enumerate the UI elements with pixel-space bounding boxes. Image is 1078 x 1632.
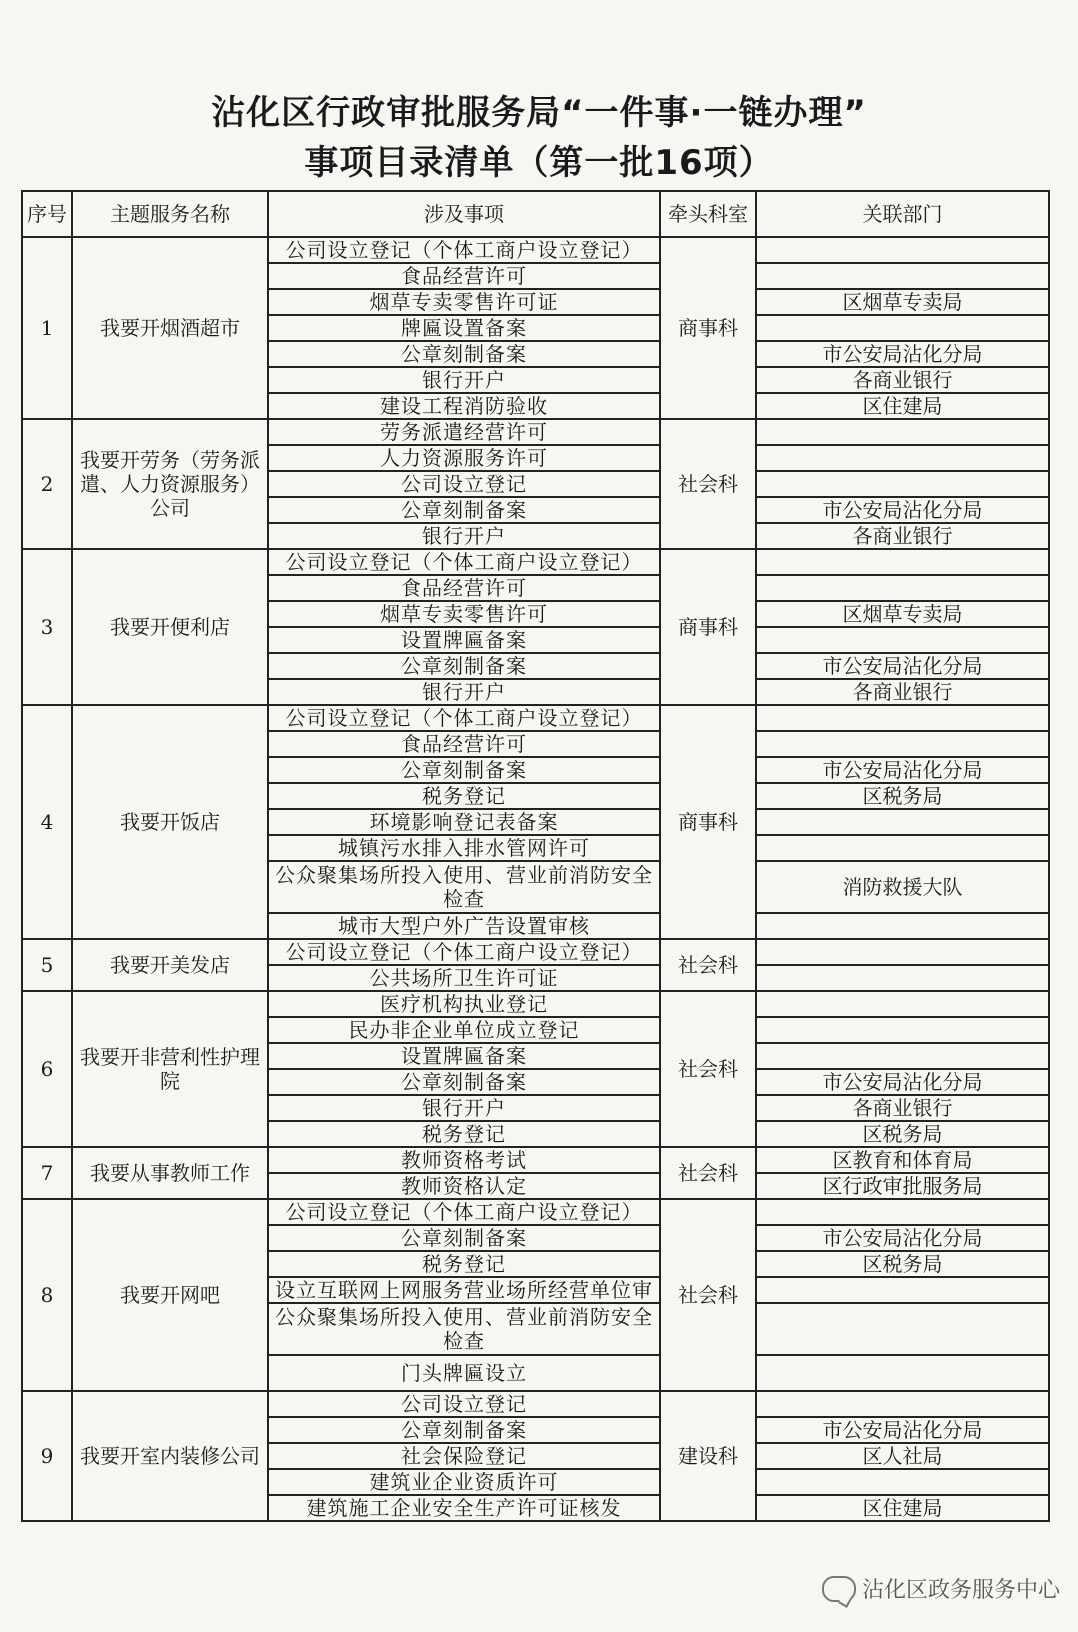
cell-service-name: 我要开便利店 [72, 549, 268, 705]
cell-related-dept: 市公安局沾化分局 [756, 341, 1049, 367]
table-row [22, 1147, 1049, 1173]
wechat-icon [822, 1576, 856, 1602]
cell-related-dept: 市公安局沾化分局 [756, 1417, 1049, 1443]
cell-related-dept: 区烟草专卖局 [756, 601, 1049, 627]
cell-related-dept [756, 315, 1049, 341]
cell-item: 银行开户 [268, 1095, 660, 1121]
cell-related-dept: 市公安局沾化分局 [756, 1225, 1049, 1251]
cell-related-dept: 区教育和体育局 [756, 1147, 1049, 1173]
cell-item: 食品经营许可 [268, 263, 660, 289]
cell-item: 教师资格认定 [268, 1173, 660, 1199]
cell-related-dept [756, 263, 1049, 289]
cell-item: 公章刻制备案 [268, 497, 660, 523]
title-line-2: 事项目录清单（第一批16项） [304, 143, 774, 183]
cell-item: 城市大型户外广告设置审核 [268, 913, 660, 939]
cell-related-dept [756, 237, 1049, 263]
table-row [22, 237, 1049, 263]
cell-related-dept [756, 731, 1049, 757]
watermark [822, 1573, 1060, 1604]
cell-service-name: 我要开烟酒超市 [72, 237, 268, 419]
cell-no: 3 [22, 549, 72, 705]
cell-item: 公司设立登记（个体工商户设立登记） [268, 237, 660, 263]
cell-no: 2 [22, 419, 72, 549]
cell-item: 公司设立登记（个体工商户设立登记） [268, 939, 660, 965]
cell-item: 公章刻制备案 [268, 1417, 660, 1443]
cell-item: 人力资源服务许可 [268, 445, 660, 471]
cell-related-dept [756, 705, 1049, 731]
cell-item: 银行开户 [268, 679, 660, 705]
cell-lead-dept: 社会科 [660, 1199, 756, 1391]
cell-item: 民办非企业单位成立登记 [268, 1017, 660, 1043]
cell-item: 税务登记 [268, 1121, 660, 1147]
cell-related-dept [756, 549, 1049, 575]
cell-item: 牌匾设置备案 [268, 315, 660, 341]
cell-item: 公司设立登记（个体工商户设立登记） [268, 549, 660, 575]
cell-related-dept [756, 1469, 1049, 1495]
table-row [22, 549, 1049, 575]
cell-item: 设立互联网上网服务营业场所经营单位审 [268, 1277, 660, 1303]
title-line-1: 沾化区行政审批服务局“一件事·一链办理” [211, 93, 867, 133]
cell-service-name: 我要开劳务（劳务派遣、人力资源服务）公司 [72, 419, 268, 549]
cell-lead-dept: 商事科 [660, 549, 756, 705]
cell-related-dept: 各商业银行 [756, 679, 1049, 705]
cell-related-dept: 区行政审批服务局 [756, 1173, 1049, 1199]
table-row [22, 1199, 1049, 1225]
cell-related-dept [756, 445, 1049, 471]
cell-related-dept: 区税务局 [756, 1121, 1049, 1147]
cell-item: 社会保险登记 [268, 1443, 660, 1469]
cell-service-name: 我要开网吧 [72, 1199, 268, 1391]
cell-no: 9 [22, 1391, 72, 1521]
cell-item: 公章刻制备案 [268, 653, 660, 679]
cell-item: 设置牌匾备案 [268, 1043, 660, 1069]
cell-related-dept: 区住建局 [756, 1495, 1049, 1521]
cell-related-dept [756, 939, 1049, 965]
cell-related-dept [756, 1303, 1049, 1355]
cell-related-dept: 各商业银行 [756, 367, 1049, 393]
cell-service-name: 我要从事教师工作 [72, 1147, 268, 1199]
cell-item: 门头牌匾设立 [268, 1355, 660, 1391]
cell-item: 银行开户 [268, 367, 660, 393]
table-row [22, 991, 1049, 1017]
cell-no: 1 [22, 237, 72, 419]
cell-related-dept [756, 1017, 1049, 1043]
cell-related-dept [756, 419, 1049, 445]
cell-lead-dept: 建设科 [660, 1391, 756, 1521]
header-lead-dept: 牵头科室 [660, 191, 756, 237]
cell-related-dept [756, 471, 1049, 497]
table-row [22, 419, 1049, 445]
header-service-name: 主题服务名称 [72, 191, 268, 237]
table-row [22, 705, 1049, 731]
cell-lead-dept: 社会科 [660, 1147, 756, 1199]
cell-related-dept [756, 575, 1049, 601]
cell-item: 设置牌匾备案 [268, 627, 660, 653]
cell-item: 环境影响登记表备案 [268, 809, 660, 835]
cell-item: 食品经营许可 [268, 575, 660, 601]
cell-item: 烟草专卖零售许可 [268, 601, 660, 627]
cell-no: 6 [22, 991, 72, 1147]
cell-item: 公司设立登记（个体工商户设立登记） [268, 705, 660, 731]
cell-related-dept: 各商业银行 [756, 1095, 1049, 1121]
cell-item: 医疗机构执业登记 [268, 991, 660, 1017]
cell-related-dept [756, 1391, 1049, 1417]
cell-no: 8 [22, 1199, 72, 1391]
table-header-row [22, 191, 1049, 237]
cell-lead-dept: 社会科 [660, 991, 756, 1147]
cell-item: 公章刻制备案 [268, 1069, 660, 1095]
cell-related-dept [756, 1355, 1049, 1391]
matter-list-table [21, 190, 1050, 1522]
table-row [22, 1391, 1049, 1417]
cell-item: 建设工程消防验收 [268, 393, 660, 419]
cell-item: 建筑业企业资质许可 [268, 1469, 660, 1495]
cell-item: 公章刻制备案 [268, 341, 660, 367]
header-items: 涉及事项 [268, 191, 660, 237]
cell-item: 公众聚集场所投入使用、营业前消防安全检查 [268, 861, 660, 913]
cell-related-dept: 市公安局沾化分局 [756, 1069, 1049, 1095]
cell-item: 公章刻制备案 [268, 1225, 660, 1251]
cell-service-name: 我要开室内装修公司 [72, 1391, 268, 1521]
cell-related-dept: 区住建局 [756, 393, 1049, 419]
cell-related-dept: 消防救援大队 [756, 861, 1049, 913]
cell-no: 7 [22, 1147, 72, 1199]
table-body [22, 237, 1049, 1521]
cell-item: 城镇污水排入排水管网许可 [268, 835, 660, 861]
watermark-text: 沾化区政务服务中心 [861, 1578, 1060, 1603]
cell-service-name: 我要开美发店 [72, 939, 268, 991]
cell-item: 税务登记 [268, 1251, 660, 1277]
cell-related-dept [756, 1199, 1049, 1225]
cell-lead-dept: 商事科 [660, 705, 756, 939]
cell-item: 劳务派遣经营许可 [268, 419, 660, 445]
cell-item: 公司设立登记（个体工商户设立登记） [268, 1199, 660, 1225]
cell-service-name: 我要开饭店 [72, 705, 268, 939]
cell-item: 公司设立登记 [268, 471, 660, 497]
cell-related-dept [756, 1277, 1049, 1303]
header-related-dept: 关联部门 [756, 191, 1049, 237]
cell-related-dept [756, 965, 1049, 991]
cell-related-dept: 市公安局沾化分局 [756, 653, 1049, 679]
cell-item: 公章刻制备案 [268, 757, 660, 783]
cell-item: 税务登记 [268, 783, 660, 809]
cell-related-dept [756, 913, 1049, 939]
cell-related-dept: 区烟草专卖局 [756, 289, 1049, 315]
cell-item: 公司设立登记 [268, 1391, 660, 1417]
document-title [0, 88, 1078, 188]
cell-lead-dept: 社会科 [660, 419, 756, 549]
cell-lead-dept: 商事科 [660, 237, 756, 419]
table-row [22, 939, 1049, 965]
cell-lead-dept: 社会科 [660, 939, 756, 991]
cell-related-dept [756, 991, 1049, 1017]
cell-related-dept [756, 809, 1049, 835]
cell-item: 教师资格考试 [268, 1147, 660, 1173]
cell-item: 食品经营许可 [268, 731, 660, 757]
cell-item: 公众聚集场所投入使用、营业前消防安全检查 [268, 1303, 660, 1355]
cell-related-dept [756, 1043, 1049, 1069]
cell-service-name: 我要开非营利性护理院 [72, 991, 268, 1147]
cell-item: 建筑施工企业安全生产许可证核发 [268, 1495, 660, 1521]
cell-related-dept: 区税务局 [756, 1251, 1049, 1277]
cell-related-dept [756, 835, 1049, 861]
header-no: 序号 [22, 191, 72, 237]
cell-item: 公共场所卫生许可证 [268, 965, 660, 991]
cell-item: 银行开户 [268, 523, 660, 549]
cell-no: 5 [22, 939, 72, 991]
cell-related-dept: 区税务局 [756, 783, 1049, 809]
cell-related-dept: 市公安局沾化分局 [756, 757, 1049, 783]
cell-related-dept [756, 627, 1049, 653]
cell-related-dept: 各商业银行 [756, 523, 1049, 549]
cell-no: 4 [22, 705, 72, 939]
cell-related-dept: 市公安局沾化分局 [756, 497, 1049, 523]
cell-related-dept: 区人社局 [756, 1443, 1049, 1469]
cell-item: 烟草专卖零售许可证 [268, 289, 660, 315]
